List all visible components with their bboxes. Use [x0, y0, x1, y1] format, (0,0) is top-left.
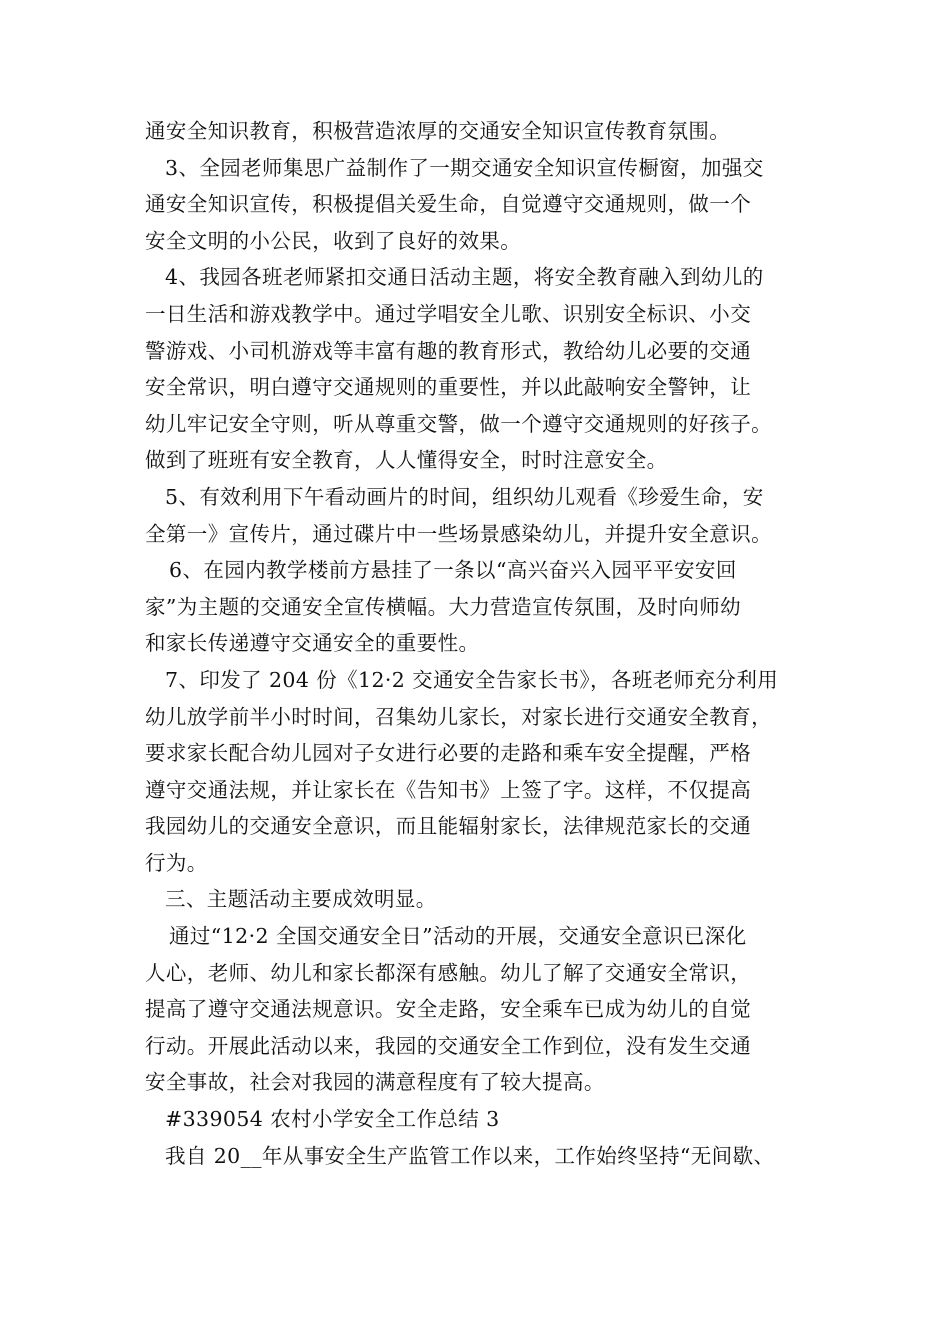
text-line: 遵守交通法规，并让家长在《告知书》上签了字。这样，不仅提高 — [145, 777, 752, 802]
text-line: 安全事故，社会对我园的满意程度有了较大提高。 — [145, 1070, 605, 1095]
text-line: 通安全知识宣传，积极提倡关爱生命，自觉遵守交通规则，做一个 — [145, 192, 752, 217]
text-line: 5、有效利用下午看动画片的时间，组织幼儿观看《珍爱生命，安 — [165, 484, 764, 509]
text-line: 我自 20__年从事安全生产监管工作以来，工作始终坚持“无间歇、 — [165, 1143, 775, 1168]
text-line: 通安全知识教育，积极营造浓厚的交通安全知识宣传教育氛围。 — [145, 119, 731, 143]
text-line: 7、印发了 204 份《12·2 交通安全告家长书》，各班老师充分利用 — [165, 667, 779, 692]
text-line: 提高了遵守交通法规意识。安全走路，安全乘车已成为幼儿的自觉 — [145, 997, 752, 1022]
text-line: 安全文明的小公民，收到了良好的效果。 — [145, 228, 522, 253]
text-line: 一日生活和游戏教学中。通过学唱安全儿歌、识别安全标识、小交 — [145, 301, 752, 326]
text-line: 4、我园各班老师紧扣交通日活动主题，将安全教育融入到幼儿的 — [165, 265, 764, 290]
document-title: #339054 农村小学安全工作总结 3 — [165, 1107, 500, 1132]
text-line: 做到了班班有安全教育，人人懂得安全，时时注意安全。 — [145, 448, 668, 473]
section-heading: 三、主题活动主要成效明显。 — [165, 887, 437, 912]
text-line: 通过“12·2 全国交通安全日”活动的开展，交通安全意识已深化 — [169, 924, 747, 949]
text-line: 3、全园老师集思广益制作了一期交通安全知识宣传橱窗，加强交 — [165, 155, 764, 180]
document-body — [145, 113, 825, 1174]
text-line: 和家长传递遵守交通安全的重要性。 — [145, 631, 480, 656]
text-line: 家”为主题的交通安全宣传横幅。大力营造宣传氛围，及时向师幼 — [145, 594, 742, 619]
text-line: 要求家长配合幼儿园对子女进行必要的走路和乘车安全提醒，严格 — [145, 741, 752, 766]
text-line: 警游戏、小司机游戏等丰富有趣的教育形式，教给幼儿必要的交通 — [145, 338, 752, 363]
text-line: 行动。开展此活动以来，我园的交通安全工作到位，没有发生交通 — [145, 1033, 752, 1058]
text-line: 我园幼儿的交通安全意识，而且能辐射家长，法律规范家长的交通 — [145, 814, 752, 839]
text-line: 行为。 — [145, 850, 208, 875]
text-line: 安全常识，明白遵守交通规则的重要性，并以此敲响安全警钟，让 — [145, 375, 752, 400]
text-line: 幼儿牢记安全守则，听从尊重交警，做一个遵守交通规则的好孩子。 — [145, 411, 772, 436]
text-line: 幼儿放学前半小时时间，召集幼儿家长，对家长进行交通安全教育， — [145, 704, 772, 729]
text-line: 全第一》宣传片，通过碟片中一些场景感染幼儿，并提升安全意识。 — [145, 521, 772, 546]
text-line: 6、在园内教学楼前方悬挂了一条以“高兴奋兴入园平平安安回 — [169, 558, 737, 583]
text-line: 人心，老师、幼儿和家长都深有感触。幼儿了解了交通安全常识， — [145, 960, 752, 985]
